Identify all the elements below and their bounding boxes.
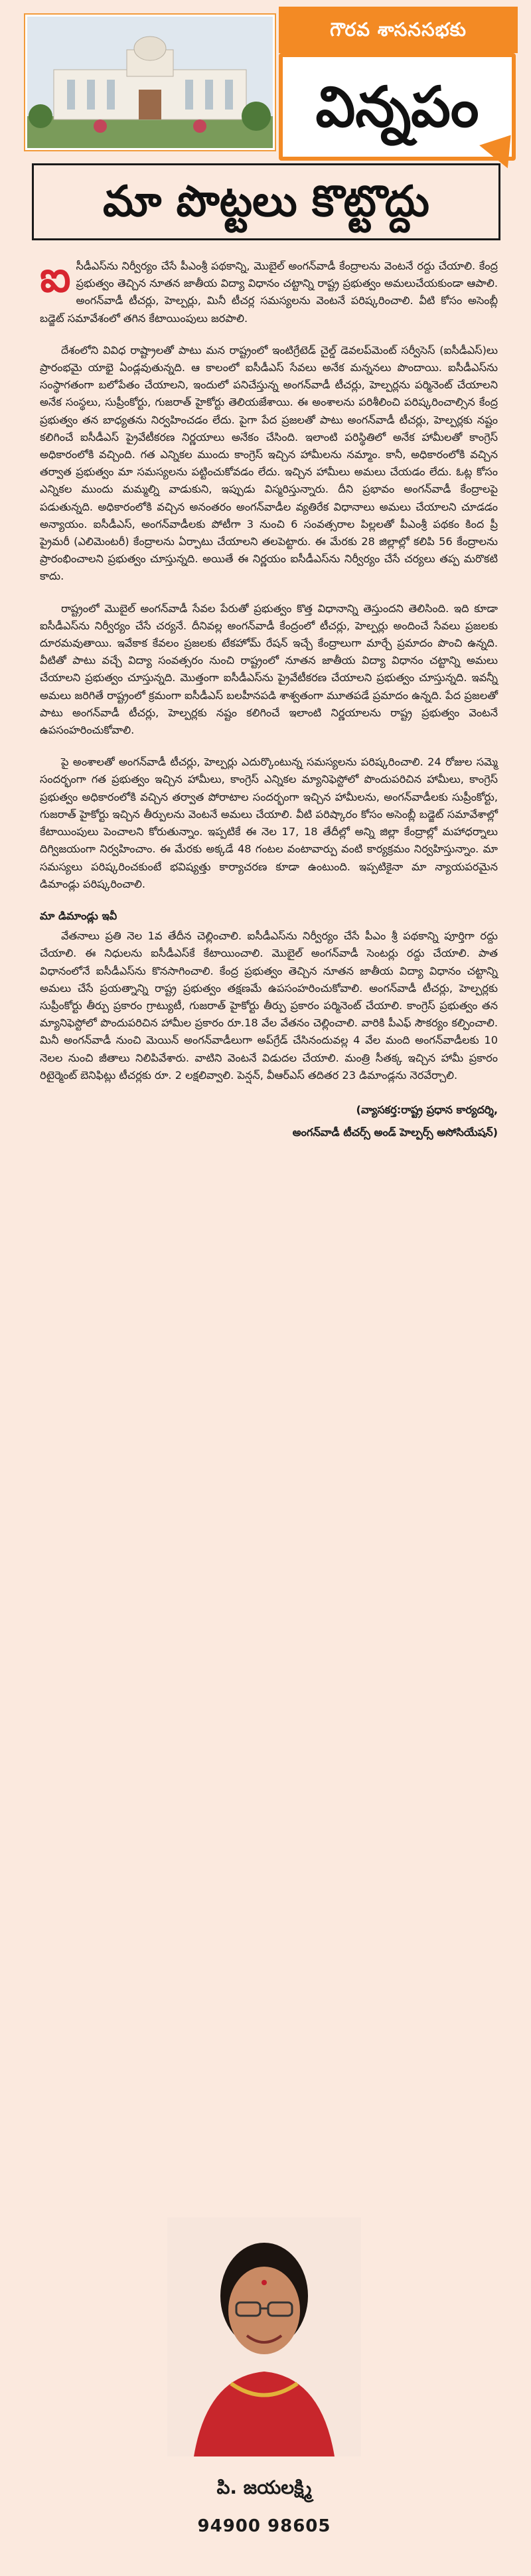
article-paragraph: ఐసీడీఎస్‌ను నిర్వీర్యం చేసే పీఎంశ్రీ పథకాన్ని, మొబైల్ అంగన్‌వాడీ కేంద్రాలను వెంటనే రద్దు చేయాలి. కేంద్ర ప్రభుత్వం తెచ్చిన నూతన జాతీయ విద్యా విధానం చట్టాన్ని రాష్ట్ర ప్రభుత్వం అమలుచేయకుండా ఆపాలి. అంగన్‌వాడీ టీచర్లు, హెల్పర్లు, మినీ టీచర్ల సమస్యలను వెంటనే పరిష్కరించాలి. వీటి కోసం అసెంబ్లీ బడ్జెట్ సమావేశంలో తగిన కేటాయింపులు జరపాలి. [40,253,498,325]
banner-small-text: గౌరవ శాసనసభకు [330,19,467,40]
demands-paragraph: వేతనాలు ప్రతి నెల 1వ తేదీన చెల్లించాలి. ఐసీడీఎస్‌ను నిర్వీర్యం చేసే పీఎం శ్రీ పథకాన్ని పూర్తిగా రద్దు చేయాలి. ఈ నిధులను ఐసీడీఎస్‌కే కేటాయించాలి. మొబైల్ అంగన్‌వాడీ సెంటర్లు రద్దు చేయాలి. పాత విధానంలోనే ఐసీడీఎస్‌ను కొనసాగించాలి. కేంద్ర ప్రభుత్వం తెచ్చిన నూతన జాతీయ విద్యా విధానం చట్టాన్ని అమలు చేసే ప్రయత్నాన్ని రాష్ట్ర ప్రభుత్వం తక్షణమే ఉపసంహరించుకోవాలి. అంగన్‌వాడీ టీచర్లు, హెల్పర్లకు సుప్రీంకోర్టు తీర్పు ప్రకారం గ్రాట్యుటీ, గుజరాత్ హైకోర్టు తీర్పు ప్రకారం పర్మినెంట్ చేయాలి. కాంగ్రెస్ ప్రభుత్వం తన మ్యానిఫెస్టోలో పొందుపరిచిన హామీల ప్రకారం రూ.18 వేల వేతనం చెల్లించాలి. వారికి పీఎఫ్ సౌకర్యం కల్పించాలి. మినీ అంగన్‌వాడీ నుంచి మెయిన్ అంగన్‌వాడీలుగా అప్‌గ్రేడ్ చేసినందువల్ల 4 వేల మంది అంగన్‌వాడీలకు 10 నెలల నుంచి జీతాలు నిలిపివేశారు. వాటిని వెంటనే విడుదల చేయాలి. మంత్రి సీతక్క ఇచ్చిన హామీ ప్రకారం రిటైర్మెంట్ బెనిఫిట్లు టీచర్లకు రూ. 2 లక్షలివ్వాలి. పెన్షన్, వీఆర్ఎస్ తదితర 23 డిమాండ్లను నెరవేర్చాలి. [40,929,498,1082]
dropcap-letter: ఐ [40,253,71,302]
article-body [40,253,498,1144]
header-banner [0,0,531,166]
banner-small-strip [279,7,518,53]
author-note: (వ్యాసకర్త:రాష్ట్ర ప్రధాన కార్యదర్శి, అంగన్‌వాడీ టీచర్స్ అండ్ హెల్పర్స్ అసోసియేషన్) [292,1103,498,1139]
banner-large-text: విన్నపం [315,74,479,139]
article-title: మా పొట్టలు కొట్టొద్దు [103,177,429,226]
author-portrait-icon [167,2217,361,2456]
article-paragraph: రాష్ట్రంలో మొబైల్ అంగన్‌వాడీ సేవల పేరుతో ప్రభుత్వం కొత్త విధానాన్ని తెస్తుందని తెలిసింది. ఇది కూడా ఐసీడీఎస్‌ను నిర్వీర్యం చేసే చర్యనే. దీనివల్ల అంగన్‌వాడీ కేంద్రంలో టీచర్లు, హెల్పర్లు అందించే సేవలు ప్రజలకు దూరమవుతాయి. ఇవేకాక కేవలం ప్రజలకు టేకహోమ్ రేషన్ ఇచ్చే కేంద్రాలుగా మార్చే ప్రమాదం పొంచి ఉన్నది. వీటితో పాటు వచ్చే విద్యా సంవత్సరం నుంచి రాష్ట్రంలో నూతన జాతీయ విద్యా విధానం చట్టాన్ని అమలు చేయాలని ప్రభుత్వం చూస్తున్నది. మొత్తంగా ఐసీడీఎస్‌ను ప్రైవేటీకరణ చేయాలని ప్రభుత్వం చూస్తున్నది. ఇవన్నీ అమలు జరిగితే రాష్ట్రంలో క్రమంగా ఐసీడీఎస్ బలహీనపడి శాశ్వతంగా మూతపడే ప్రమాదం ఉన్నది. పేద ప్రజలతో పాటు అంగన్‌వాడీ టీచర్లు, హెల్పర్లకు నష్టం కలిగించే ఇలాంటి నిర్ణయాలను రాష్ట్ర ప్రభుత్వం వెంటనే ఉపసంహరించుకోవాలి. [40,602,498,737]
assembly-building-icon [27,17,273,148]
author-photo [167,2217,361,2456]
article-title-box [32,163,500,240]
demands-heading: మా డిమాండ్లు ఇవీ [40,909,117,922]
assembly-building-photo [25,15,275,150]
author-name: పి. జయలక్ష్మి [216,2476,312,2498]
article-paragraph: దేశంలోని వివిధ రాష్ట్రాలతో పాటు మన రాష్ట్రంలో ఇంటిగ్రేటెడ్ చైల్డ్ డెవలప్‌మెంట్ సర్వీసెస్ (ఐసీడీఎస్)లు ప్రారంభమై యాభై ఏండ్లవుతున్నది. ఆ కాలంలో ఐసీడీఎస్ సేవలు అనేక మన్ననలు పొందాయి. ఐసీడీఎస్‌ను సంస్థాగతంగా బలోపేతం చేయాలని, ఇందులో పనిచేస్తున్న అంగన్‌వాడీ టీచర్లు, హెల్పర్లను పర్మినెంట్ చేయాలని అనేక సంస్థలు, సుప్రీంకోర్టు, గుజరాత్ హైకోర్టు తెలియజేశాయి. ఈ అంశాలను పరిశీలించి పరిష్కరించాల్సిన కేంద్ర ప్రభుత్వం తన బాధ్యతను నిర్వహించడం లేదు. పైగా పేద ప్రజలతో పాటు అంగన్‌వాడీ టీచర్లు, హెల్పర్లకు నష్టం కలిగించే ఐసీడీఎస్ ప్రైవేటీకరణ నిర్ణయాలు అనేకం చేసింది. ఇలాంటి పరిస్థితిలో అనేక హామీలతో కాంగ్రెస్ అధికారంలోకి వచ్చింది. గత ఎన్నికల ముందు కాంగ్రెస్ ఇచ్చిన హామీలను నమ్మాం. కానీ, అధికారంలోకి వచ్చిన తర్వాత ప్రభుత్వం మా సమస్యలను పట్టించుకోవడం లేదు. ఇచ్చిన హామీలు అమలు చేయడం లేదు. ఓట్ల కోసం ఎన్నికల ముందు మమ్మల్ని వాడుకుని, ఇప్పుడు విస్మరిస్తున్నారు. దీని ప్రభావం అంగన్‌వాడీ కేంద్రాలపై పడుతున్నది. అధికారంలోకి వచ్చిన అనంతరం అంగన్‌వాడీల వ్యతిరేక విధానాలు అమలు చేయాలని చూడడం అన్యాయం. ఐసీడీఎస్, అంగన్‌వాడీలకు పోటీగా 3 నుంచి 6 సంవత్సరాల పిల్లలతో పీఎంశ్రీ పథకం కింద ప్రీ ప్రైమరీ (ఎలిమెంటరీ) కేంద్రాలను ఏర్పాటు చేయాలని తలపెట్టారు. ఈ మేరకు 28 జిల్లాల్లో కలిపి 56 కేంద్రాలను ప్రారంభించాలని ప్రభుత్వం చూస్తున్నది. అయితే ఈ నిర్ణయం ఐసీడీఎస్‌ను నిర్వీర్యం చేసే చర్యలు తప్ప మరొకటి కాదు. [40,343,498,583]
article-paragraph: పై అంశాలతో అంగన్‌వాడీ టీచర్లు, హెల్పర్లు ఎదుర్కొంటున్న సమస్యలను పరిష్కరించాలి. 24 రోజుల సమ్మె సందర్భంగా గత ప్రభుత్వం ఇచ్చిన హామీలు, కాంగ్రెస్ ఎన్నికల మ్యానిఫెస్టోలో పొందుపరిచిన హామీలు, కాంగ్రెస్ ప్రభుత్వం అధికారంలోకి వచ్చిన తర్వాత పోరాటాల సందర్భంగా ఇచ్చిన హామీలను, అంగన్‌వాడీలకు సుప్రీంకోర్టు, గుజరాత్ హైకోర్టు ఇచ్చిన తీర్పులను వెంటనే అమలు చేయాలి. వీటి పరిష్కారం కోసం అసెంబ్లీ బడ్జెట్ సమావేశాల్లో కేటాయింపులు పెంచాలని కోరుతున్నాం. ఇప్పటికే ఈ నెల 17, 18 తేదీల్లో అన్ని జిల్లా కేంద్రాల్లో మహాధర్నాలు దిగ్విజయంగా నిర్వహించాం. ఈ మేరకు అక్కడే 48 గంటల వంటావార్పు వంటి కార్యక్రమం నిర్వహిస్తున్నాం. మా సమస్యలు పరిష్కరించకుంటే భవిష్యత్తు కార్యాచరణ కూడా ఉంటుంది. ఇప్పటికైనా మా న్యాయపరమైన డిమాండ్లు పరిష్కరించాలి. [40,756,498,890]
author-phone: 94900 98605 [197,2516,331,2536]
